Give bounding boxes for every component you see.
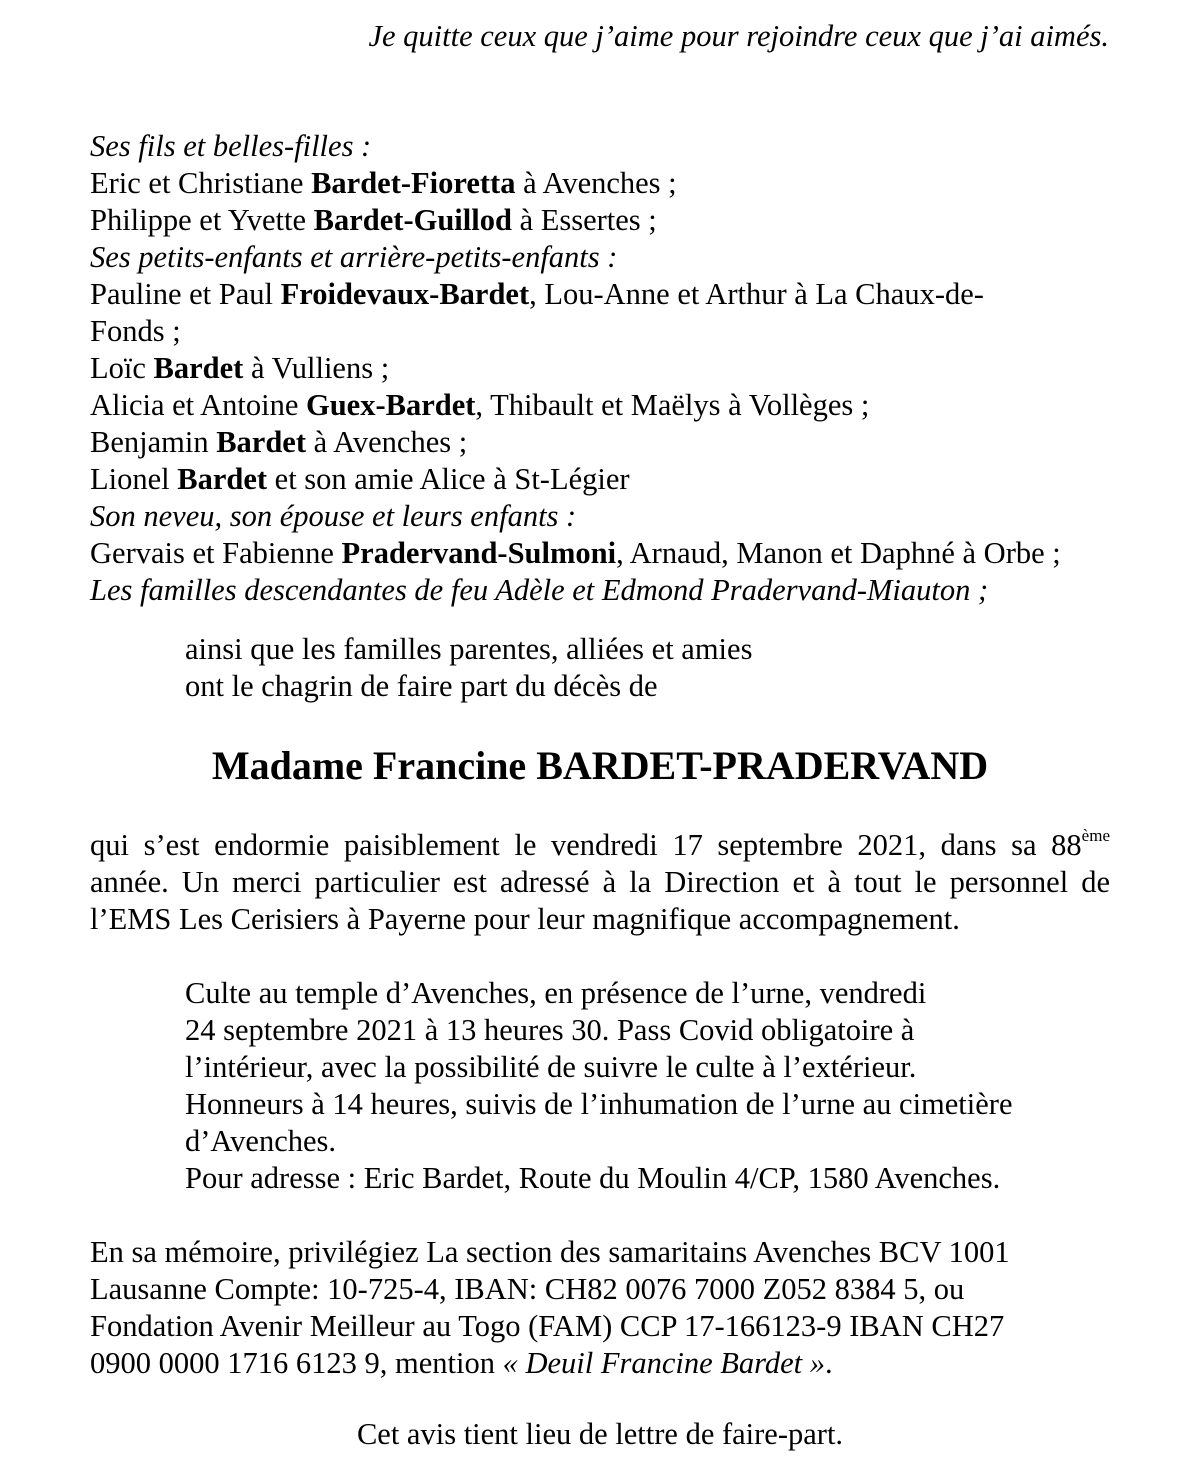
service-line: Honneurs à 14 heures, suivis de l’inhumation de l’urne au cimetière — [185, 1087, 1013, 1121]
family-surname: Bardet-Fioretta — [311, 166, 516, 200]
family-line: Pauline et Paul Froidevaux-Bardet, Lou-Anne et Arthur à La Chaux-de- — [90, 277, 984, 311]
family-line: Benjamin Bardet à Avenches ; — [90, 425, 468, 459]
memory-line: 0900 0000 1716 6123 9, mention « Deuil Francine Bardet ». — [90, 1346, 833, 1380]
mention-text: « Deuil Francine Bardet » — [502, 1346, 826, 1380]
family-line: Lionel Bardet et son amie Alice à St-Légier — [90, 462, 630, 496]
family-surname: Bardet-Guillod — [313, 203, 512, 237]
nephew-heading: Son neveu, son épouse et leurs enfants : — [90, 499, 577, 533]
family-surname: Pradervand-Sulmoni — [341, 536, 617, 570]
memory-line: Fondation Avenir Meilleur au Togo (FAM) CCP 17-166123-9 IBAN CH27 — [90, 1309, 1005, 1343]
grandchildren-heading: Ses petits-enfants et arrière-petits-enfants : — [90, 240, 618, 274]
ordinal-suffix: ème — [1081, 826, 1110, 845]
family-line: Eric et Christiane Bardet-Fioretta à Avenches ; — [90, 166, 677, 200]
memory-paragraph — [90, 1234, 1120, 1382]
service-line: Pour adresse : Eric Bardet, Route du Moulin 4/CP, 1580 Avenches. — [185, 1161, 1001, 1195]
service-details — [185, 975, 1013, 1197]
sons-heading: Ses fils et belles-filles : — [90, 129, 372, 163]
service-line: 24 septembre 2021 à 13 heures 30. Pass Covid obligatoire à — [185, 1013, 915, 1047]
family-line-continued: Fonds ; — [90, 314, 181, 348]
family-surname: Bardet — [216, 425, 307, 459]
memory-line: En sa mémoire, privilégiez La section des samaritains Avenches BCV 1001 — [90, 1235, 1010, 1269]
announcement — [185, 631, 752, 705]
family-line: Loïc Bardet à Vulliens ; — [90, 351, 390, 385]
descendants-line: Les familles descendantes de feu Adèle et Edmond Pradervand-Miauton ; — [90, 573, 989, 607]
announce-line: ont le chagrin de faire part du décès de — [185, 669, 658, 703]
closing-note: Cet avis tient lieu de lettre de faire-part. — [356, 1417, 844, 1451]
epigraph: Je quitte ceux que j’aime pour rejoindre ceux que j’ai aimés. — [368, 19, 1109, 53]
family-surname: Bardet — [153, 351, 244, 385]
service-line: d’Avenches. — [185, 1124, 337, 1158]
family-line: Philippe et Yvette Bardet-Guillod à Essertes ; — [90, 203, 657, 237]
deceased-name: Madame Francine BARDET-PRADERVAND — [211, 743, 989, 788]
service-line: l’intérieur, avec la possibilité de suivre le culte à l’extérieur. — [185, 1050, 917, 1084]
family-line: Alicia et Antoine Guex-Bardet, Thibault et Maëlys à Vollèges ; — [90, 388, 870, 422]
family-list — [90, 128, 1120, 609]
family-surname: Guex-Bardet — [306, 388, 476, 422]
family-surname: Bardet — [177, 462, 268, 496]
announce-line: ainsi que les familles parentes, alliées et amies — [185, 632, 753, 666]
family-surname: Froidevaux-Bardet — [280, 277, 530, 311]
death-paragraph: qui s’est endormie paisiblement le vendredi 17 septembre 2021, dans sa 88ème année. Un merci particulier est adressé à la Direction et à tout le personnel de l’EMS Les Cerisiers à Payerne pour leur magnifique accompagnement. — [90, 826, 1110, 936]
service-line: Culte au temple d’Avenches, en présence de l’urne, vendredi — [185, 976, 927, 1010]
family-line: Gervais et Fabienne Pradervand-Sulmoni, Arnaud, Manon et Daphné à Orbe ; — [90, 536, 1061, 570]
memory-line: Lausanne Compte: 10-725-4, IBAN: CH82 0076 7000 Z052 8384 5, ou — [90, 1272, 965, 1306]
